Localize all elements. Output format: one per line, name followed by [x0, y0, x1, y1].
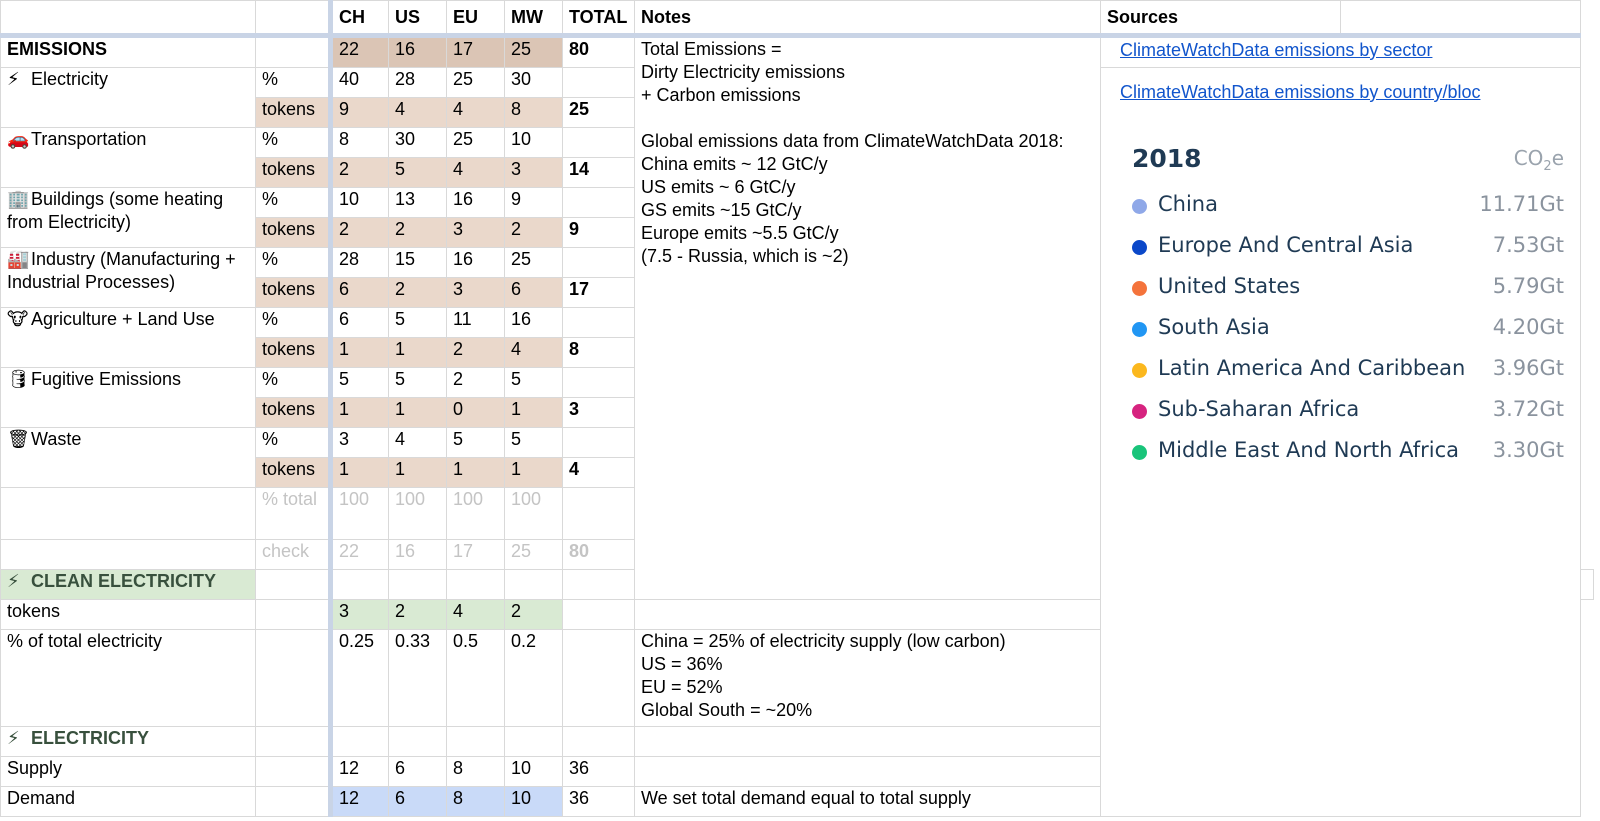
sector-label[interactable]: [1, 188, 256, 248]
sector-name: Waste: [31, 429, 82, 449]
cell[interactable]: [389, 727, 447, 757]
sector-tokens[interactable]: 6: [505, 278, 563, 308]
sector-pct[interactable]: 40: [331, 68, 389, 98]
sector-pct[interactable]: 6: [331, 308, 389, 338]
legend-item-value: 3.30Gt: [1492, 438, 1564, 462]
pct-label[interactable]: %: [256, 308, 331, 338]
sector-tokens[interactable]: 4: [447, 98, 505, 128]
sector-pct[interactable]: 5: [331, 368, 389, 398]
sector-tokens[interactable]: 1: [505, 458, 563, 488]
legend-dot-icon: [1132, 445, 1147, 460]
sector-total[interactable]: 3: [563, 398, 635, 428]
legend-item-name: South Asia: [1158, 315, 1270, 339]
pct-label[interactable]: %: [256, 128, 331, 158]
sector-tokens[interactable]: 1: [505, 398, 563, 428]
legend-item-name: United States: [1158, 274, 1301, 298]
legend-item-value: 5.79Gt: [1492, 274, 1564, 298]
cell[interactable]: [256, 787, 331, 817]
cell[interactable]: [563, 488, 635, 540]
tokens-label[interactable]: tokens: [256, 458, 331, 488]
demand-total[interactable]: 36: [563, 787, 635, 817]
sector-tokens[interactable]: 2: [331, 158, 389, 188]
legend-item-value: 7.53Gt: [1492, 233, 1564, 257]
supply-value[interactable]: 6: [389, 757, 447, 787]
cell[interactable]: [563, 68, 635, 98]
emissions-value[interactable]: 17: [447, 36, 505, 68]
building-icon: 🏢: [7, 189, 30, 209]
cell[interactable]: [256, 570, 331, 600]
sector-name: Fugitive Emissions: [31, 369, 182, 389]
sector-pct[interactable]: 2: [447, 368, 505, 398]
demand-label[interactable]: Demand: [1, 787, 256, 817]
clean-pct-value[interactable]: 0.25: [331, 630, 389, 727]
legend-item-value: 3.96Gt: [1492, 356, 1564, 380]
sector-tokens[interactable]: 3: [447, 218, 505, 248]
cell[interactable]: [256, 600, 331, 630]
sector-tokens[interactable]: 2: [505, 218, 563, 248]
emissions-value[interactable]: 22: [331, 36, 389, 68]
clean-tokens-label[interactable]: tokens: [1, 600, 256, 630]
sector-total[interactable]: 8: [563, 338, 635, 368]
sector-pct[interactable]: 25: [447, 128, 505, 158]
demand-value[interactable]: 6: [389, 787, 447, 817]
sector-tokens[interactable]: 1: [389, 338, 447, 368]
sector-tokens[interactable]: 1: [331, 458, 389, 488]
check-value[interactable]: 25: [505, 540, 563, 570]
sector-pct[interactable]: 4: [389, 428, 447, 458]
emissions-title[interactable]: EMISSIONS: [1, 36, 256, 68]
cell[interactable]: [635, 727, 1101, 757]
sector-tokens[interactable]: 2: [389, 278, 447, 308]
clean-tokens-value[interactable]: 4: [447, 600, 505, 630]
sources-links: [1120, 40, 1480, 124]
pct-label[interactable]: %: [256, 428, 331, 458]
sector-tokens[interactable]: 4: [505, 338, 563, 368]
cell[interactable]: [1, 1, 256, 36]
cell[interactable]: [331, 570, 389, 600]
header-ch[interactable]: CH: [331, 1, 389, 36]
tokens-label[interactable]: tokens: [256, 398, 331, 428]
sector-pct[interactable]: 5: [505, 428, 563, 458]
legend-item[interactable]: [1130, 354, 1564, 384]
sector-pct[interactable]: 13: [389, 188, 447, 218]
header-eu[interactable]: EU: [447, 1, 505, 36]
pct-total-label[interactable]: % total: [256, 488, 331, 540]
pct-total-value[interactable]: 100: [447, 488, 505, 540]
sector-tokens[interactable]: 4: [447, 158, 505, 188]
lightning-icon: ⚡: [7, 571, 20, 591]
legend-dot-icon: [1132, 363, 1147, 378]
sector-label[interactable]: [1, 128, 256, 188]
sector-tokens[interactable]: 1: [447, 458, 505, 488]
legend-item[interactable]: [1130, 395, 1564, 425]
factory-icon: 🏭: [7, 249, 30, 269]
sector-tokens[interactable]: 4: [389, 98, 447, 128]
sector-pct[interactable]: 9: [505, 188, 563, 218]
check-value[interactable]: 17: [447, 540, 505, 570]
cell[interactable]: [256, 630, 331, 727]
emissions-value[interactable]: 25: [505, 36, 563, 68]
legend-unit: $CO_2e$: [1513, 146, 1564, 174]
pct-label[interactable]: %: [256, 188, 331, 218]
cell[interactable]: [331, 727, 389, 757]
sector-tokens[interactable]: 0: [447, 398, 505, 428]
check-value[interactable]: 22: [331, 540, 389, 570]
sector-name: Buildings (some heating from Electricity): [7, 189, 224, 232]
legend-item-name: Middle East And North Africa: [1158, 438, 1460, 462]
legend-dot-icon: [1132, 240, 1147, 255]
sector-tokens[interactable]: 6: [331, 278, 389, 308]
emissions-legend-chart: [1120, 128, 1578, 483]
cell[interactable]: [563, 630, 635, 727]
tokens-label[interactable]: tokens: [256, 98, 331, 128]
clean-pct-value[interactable]: 0.33: [389, 630, 447, 727]
sector-name: Electricity: [31, 69, 109, 89]
sector-pct[interactable]: 25: [447, 68, 505, 98]
sector-tokens[interactable]: 1: [331, 338, 389, 368]
cell[interactable]: [563, 727, 635, 757]
cell[interactable]: [635, 600, 1101, 630]
cell[interactable]: [563, 368, 635, 398]
sector-tokens[interactable]: 1: [389, 398, 447, 428]
header-row: [1, 1, 1594, 36]
legend-dot-icon: [1132, 322, 1147, 337]
sector-pct[interactable]: 5: [447, 428, 505, 458]
legend-dot-icon: [1132, 404, 1147, 419]
sector-tokens[interactable]: 5: [389, 158, 447, 188]
clean-pct-notes[interactable]: China = 25% of electricity supply (low carbon) US = 36% EU = 52% Global South = ~20%: [635, 630, 1101, 727]
check-value[interactable]: 16: [389, 540, 447, 570]
sector-pct[interactable]: 5: [389, 308, 447, 338]
supply-value[interactable]: 8: [447, 757, 505, 787]
sector-pct[interactable]: 28: [389, 68, 447, 98]
legend-item[interactable]: [1130, 190, 1564, 220]
pct-total-value[interactable]: 100: [505, 488, 563, 540]
sector-tokens[interactable]: 2: [447, 338, 505, 368]
legend-year: 2018: [1132, 144, 1202, 173]
sector-pct[interactable]: 10: [331, 188, 389, 218]
clean-tokens-value[interactable]: 2: [505, 600, 563, 630]
cell[interactable]: [563, 600, 635, 630]
demand-value[interactable]: 10: [505, 787, 563, 817]
sector-total[interactable]: 9: [563, 218, 635, 248]
clean-electricity-title[interactable]: ⚡ CLEAN ELECTRICITY: [1, 570, 256, 600]
pct-total-value[interactable]: 100: [331, 488, 389, 540]
tokens-label[interactable]: tokens: [256, 338, 331, 368]
legend-item[interactable]: [1130, 272, 1564, 302]
emissions-notes[interactable]: Total Emissions = Dirty Electricity emissions + Carbon emissions Global emissions data from ClimateWatchData 2018: China emits ~ 12 GtC/y US emits ~ 6 GtC/y GS emits ~15 GtC/y Europe emits ~5.5 GtC/y (7.5 - Russia, which is ~2): [635, 36, 1101, 600]
legend-item[interactable]: [1130, 231, 1564, 261]
tokens-label[interactable]: tokens: [256, 158, 331, 188]
legend-item-name: China: [1158, 192, 1218, 216]
emissions-value[interactable]: 16: [389, 36, 447, 68]
sector-pct[interactable]: 28: [331, 248, 389, 278]
cow-icon: 🐮: [7, 309, 29, 329]
supply-value[interactable]: 10: [505, 757, 563, 787]
header-notes[interactable]: Notes: [635, 1, 1101, 36]
sector-pct[interactable]: 10: [505, 128, 563, 158]
sector-pct[interactable]: 8: [331, 128, 389, 158]
clean-pct-value[interactable]: 0.5: [447, 630, 505, 727]
sector-pct[interactable]: 30: [389, 128, 447, 158]
pct-label[interactable]: %: [256, 368, 331, 398]
sector-tokens[interactable]: 1: [331, 398, 389, 428]
legend-item-name: Latin America And Caribbean: [1158, 356, 1466, 380]
header-us[interactable]: US: [389, 1, 447, 36]
sector-pct[interactable]: 5: [389, 368, 447, 398]
legend-item-name: Europe And Central Asia: [1158, 233, 1414, 257]
sector-label[interactable]: [1, 428, 256, 488]
sector-pct[interactable]: 16: [505, 308, 563, 338]
cell[interactable]: [447, 570, 505, 600]
sector-label[interactable]: [1, 368, 256, 428]
legend-item[interactable]: [1130, 313, 1564, 343]
demand-value[interactable]: 8: [447, 787, 505, 817]
tokens-label[interactable]: tokens: [256, 218, 331, 248]
sector-name: Industry (Manufacturing + Industrial Processes): [7, 249, 236, 292]
pct-total-value[interactable]: 100: [389, 488, 447, 540]
sector-pct[interactable]: 16: [447, 248, 505, 278]
supply-label[interactable]: Supply: [1, 757, 256, 787]
clean-tokens-value[interactable]: 2: [389, 600, 447, 630]
lightning-icon: ⚡: [7, 69, 20, 89]
sector-total[interactable]: 14: [563, 158, 635, 188]
cell[interactable]: [505, 570, 563, 600]
cell[interactable]: [563, 128, 635, 158]
sector-tokens[interactable]: 8: [505, 98, 563, 128]
sector-tokens[interactable]: 9: [331, 98, 389, 128]
source-link-country[interactable]: ClimateWatchData emissions by country/bloc: [1120, 82, 1481, 102]
sector-pct[interactable]: 25: [505, 248, 563, 278]
sector-tokens[interactable]: 3: [505, 158, 563, 188]
sector-pct[interactable]: 11: [447, 308, 505, 338]
check-label[interactable]: check: [256, 540, 331, 570]
cell[interactable]: [1, 488, 256, 540]
sector-name: Transportation: [31, 129, 147, 149]
tokens-label[interactable]: tokens: [256, 278, 331, 308]
header-sources[interactable]: Sources: [1101, 1, 1341, 36]
header-total[interactable]: TOTAL: [563, 1, 635, 36]
cell[interactable]: [563, 570, 635, 600]
clean-tokens-value[interactable]: 3: [331, 600, 389, 630]
supply-total[interactable]: 36: [563, 757, 635, 787]
cell[interactable]: [563, 308, 635, 338]
cell[interactable]: [635, 757, 1101, 787]
sector-total[interactable]: 25: [563, 98, 635, 128]
sector-label[interactable]: [1, 68, 256, 128]
source-link-sector[interactable]: ClimateWatchData emissions by sector: [1120, 40, 1433, 60]
legend-item-value: 11.71Gt: [1479, 192, 1564, 216]
sector-pct[interactable]: 16: [447, 188, 505, 218]
sector-tokens[interactable]: 2: [331, 218, 389, 248]
demand-value[interactable]: 12: [331, 787, 389, 817]
cell[interactable]: [1581, 570, 1594, 600]
header-mw[interactable]: MW: [505, 1, 563, 36]
cell[interactable]: [563, 428, 635, 458]
sector-total[interactable]: 4: [563, 458, 635, 488]
sector-pct[interactable]: 5: [505, 368, 563, 398]
cell[interactable]: [447, 727, 505, 757]
clean-pct-value[interactable]: 0.2: [505, 630, 563, 727]
pct-label[interactable]: %: [256, 248, 331, 278]
cell[interactable]: [256, 1, 331, 36]
cell[interactable]: [389, 570, 447, 600]
legend-item-value: 3.72Gt: [1492, 397, 1564, 421]
cell[interactable]: [256, 36, 331, 68]
lightning-icon: ⚡: [7, 728, 20, 748]
legend-dot-icon: [1132, 199, 1147, 214]
emissions-total[interactable]: 80: [563, 36, 635, 68]
sector-pct[interactable]: 15: [389, 248, 447, 278]
sector-tokens[interactable]: 2: [389, 218, 447, 248]
cell[interactable]: [563, 248, 635, 278]
oil-barrel-icon: 🛢: [7, 369, 30, 389]
sector-total[interactable]: 17: [563, 278, 635, 308]
pct-label[interactable]: %: [256, 68, 331, 98]
legend-item-value: 4.20Gt: [1492, 315, 1564, 339]
supply-value[interactable]: 12: [331, 757, 389, 787]
cell[interactable]: [1, 540, 256, 570]
car-icon: 🚗: [7, 129, 30, 149]
electricity-title[interactable]: ⚡ ELECTRICITY: [1, 727, 256, 757]
check-total[interactable]: 80: [563, 540, 635, 570]
legend-item-name: Sub-Saharan Africa: [1158, 397, 1360, 421]
cell[interactable]: [563, 188, 635, 218]
clean-pct-label[interactable]: % of total electricity: [1, 630, 256, 727]
cell[interactable]: [256, 727, 331, 757]
sector-pct[interactable]: 3: [331, 428, 389, 458]
legend-dot-icon: [1132, 281, 1147, 296]
cell[interactable]: [256, 757, 331, 787]
cell[interactable]: [1341, 1, 1581, 36]
legend-item[interactable]: [1130, 436, 1564, 466]
sector-tokens[interactable]: 1: [389, 458, 447, 488]
sector-name: Agriculture + Land Use: [31, 309, 215, 329]
sector-tokens[interactable]: 3: [447, 278, 505, 308]
sector-pct[interactable]: 30: [505, 68, 563, 98]
sector-label[interactable]: [1, 248, 256, 308]
cell[interactable]: [505, 727, 563, 757]
sector-label[interactable]: [1, 308, 256, 368]
trash-icon: 🗑: [7, 429, 30, 449]
demand-notes[interactable]: We set total demand equal to total supply: [635, 787, 1101, 817]
